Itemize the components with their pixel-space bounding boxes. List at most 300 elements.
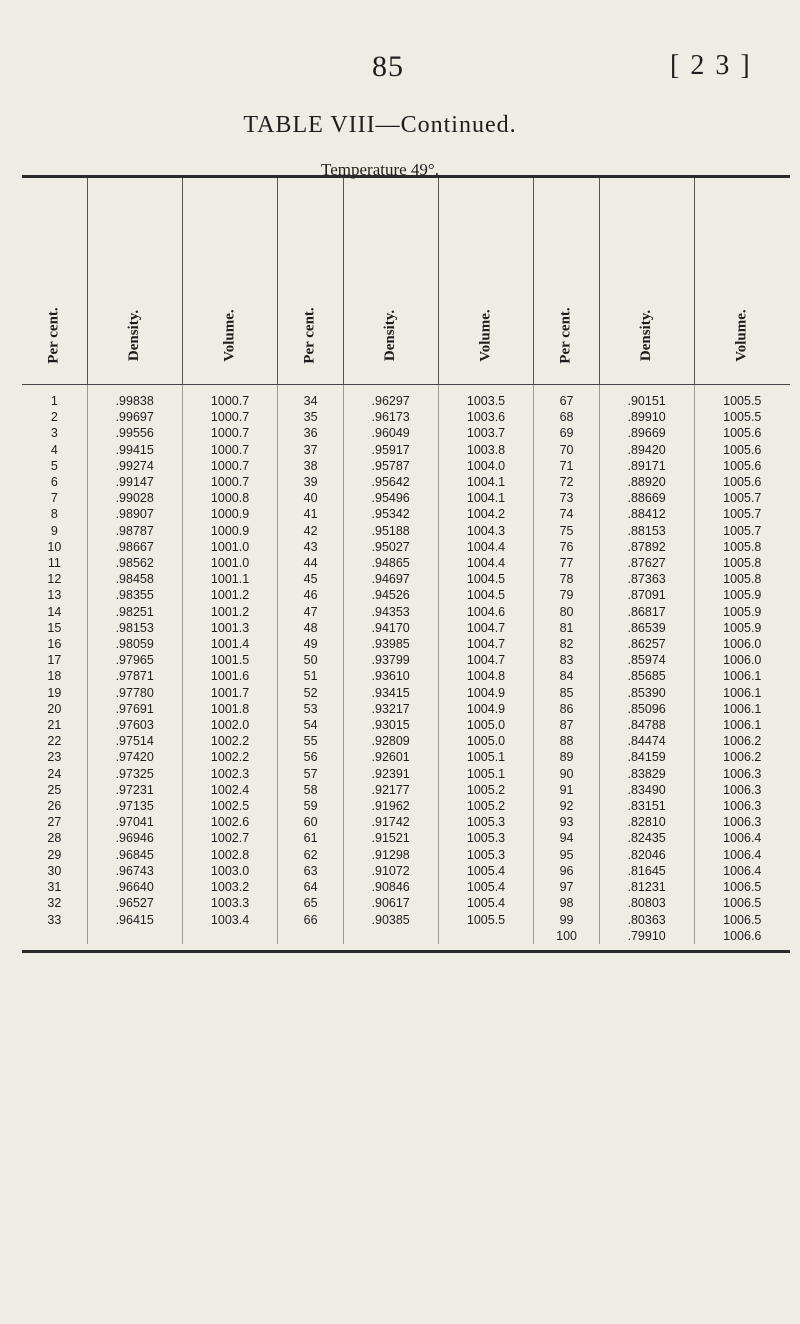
table-cell: 11 — [47, 556, 61, 571]
table-cell: 27 — [47, 815, 62, 830]
table-cell: 52 — [278, 685, 343, 701]
table-cell: .83151 — [599, 798, 694, 814]
table-row — [22, 766, 790, 782]
table-cell: .88153 — [599, 523, 694, 539]
table-cell: .94865 — [343, 555, 438, 571]
table-cell: 36 — [278, 425, 343, 441]
table-cell: .98251 — [87, 604, 182, 620]
table-body — [22, 385, 790, 944]
table-cell: .87627 — [599, 555, 694, 571]
table-cell: 99 — [534, 912, 599, 928]
table-cell: .99147 — [87, 474, 182, 490]
table-cell: .92391 — [343, 766, 438, 782]
table-cell: 30 — [47, 863, 62, 878]
table-cell: 1001.1 — [182, 571, 278, 587]
table-cell: .85974 — [599, 652, 694, 668]
table-cell: 1005.2 — [438, 798, 534, 814]
table-cell: .84788 — [599, 717, 694, 733]
table-cell: 57 — [278, 766, 343, 782]
table-cell: .94170 — [343, 620, 438, 636]
table-cell: .97231 — [87, 782, 182, 798]
table-cell: .82810 — [599, 814, 694, 830]
table-cell: 1003.2 — [182, 879, 278, 895]
table-cell: 1002.0 — [182, 717, 278, 733]
table-row — [22, 733, 790, 749]
table-cell: 31 — [47, 880, 62, 895]
table-cell: 61 — [278, 830, 343, 846]
table-cell: 1000.7 — [182, 442, 278, 458]
table-cell: .97041 — [87, 814, 182, 830]
table-cell: 1004.5 — [438, 587, 534, 603]
table-cell: 4 — [50, 442, 58, 457]
table-cell: 92 — [534, 798, 599, 814]
table-row — [22, 895, 790, 911]
table-cell: .91742 — [343, 814, 438, 830]
table-cell: 1005.4 — [438, 863, 534, 879]
table-cell: .80803 — [599, 895, 694, 911]
table-cell: .91962 — [343, 798, 438, 814]
table-cell: 1003.0 — [182, 863, 278, 879]
table-cell: .95917 — [343, 442, 438, 458]
table-cell: .95027 — [343, 539, 438, 555]
table-cell: .88669 — [599, 490, 694, 506]
table-cell: 39 — [278, 474, 343, 490]
table-cell: 1001.6 — [182, 668, 278, 684]
table-row — [22, 912, 790, 928]
column-header: Volume. — [182, 178, 278, 385]
table-cell: .98153 — [87, 620, 182, 636]
table-cell: 1004.7 — [438, 652, 534, 668]
table-row — [22, 571, 790, 587]
table-cell: 1004.9 — [438, 685, 534, 701]
table-cell: 46 — [278, 587, 343, 603]
table-cell: 1005.6 — [694, 474, 790, 490]
table-cell: 1006.3 — [694, 766, 790, 782]
table-cell: 64 — [278, 879, 343, 895]
table-cell: 87 — [534, 717, 599, 733]
table-cell: .89171 — [599, 458, 694, 474]
table-cell: .93015 — [343, 717, 438, 733]
table-cell: 60 — [278, 814, 343, 830]
table-cell: .91521 — [343, 830, 438, 846]
table-cell — [22, 928, 87, 944]
table-row — [22, 409, 790, 425]
table-cell: 1005.6 — [694, 425, 790, 441]
table-cell: 1005.3 — [438, 830, 534, 846]
table-row — [22, 717, 790, 733]
table-cell: 1004.1 — [438, 474, 534, 490]
table-cell: 1000.7 — [182, 458, 278, 474]
column-header: Per cent. — [278, 178, 343, 385]
table-cell: .99697 — [87, 409, 182, 425]
column-header: Volume. — [438, 178, 534, 385]
table-row — [22, 555, 790, 571]
table-cell: .98458 — [87, 571, 182, 587]
table-cell: 68 — [534, 409, 599, 425]
table-cell: 1006.4 — [694, 847, 790, 863]
table-cell: 43 — [278, 539, 343, 555]
table-row — [22, 863, 790, 879]
table-cell: 1005.7 — [694, 490, 790, 506]
table-cell: 1004.1 — [438, 490, 534, 506]
table-cell: .93985 — [343, 636, 438, 652]
table-cell: 73 — [534, 490, 599, 506]
table-cell: 1005.7 — [694, 506, 790, 522]
table-cell: 38 — [278, 458, 343, 474]
table-cell: 3 — [50, 426, 58, 441]
table-cell: 67 — [534, 385, 599, 410]
table-cell: 89 — [534, 749, 599, 765]
table-cell: .96845 — [87, 847, 182, 863]
table-cell: 1003.8 — [438, 442, 534, 458]
table-cell: 83 — [534, 652, 599, 668]
table-cell: 94 — [534, 830, 599, 846]
table-row — [22, 830, 790, 846]
table-cell: 1006.1 — [694, 685, 790, 701]
table-cell: .93217 — [343, 701, 438, 717]
table-cell: 1004.9 — [438, 701, 534, 717]
table-cell: .97514 — [87, 733, 182, 749]
table-cell: 1006.3 — [694, 814, 790, 830]
table-cell: 1002.5 — [182, 798, 278, 814]
table-cell: .88920 — [599, 474, 694, 490]
table-cell: 33 — [47, 912, 62, 927]
table-cell: 84 — [534, 668, 599, 684]
table-cell: 1003.4 — [182, 912, 278, 928]
table-cell: 1001.2 — [182, 604, 278, 620]
table-cell: .98562 — [87, 555, 182, 571]
table-cell: 98 — [534, 895, 599, 911]
table-bottom-rule — [22, 950, 790, 953]
table-cell: 1004.4 — [438, 555, 534, 571]
table-cell: 1006.2 — [694, 733, 790, 749]
table-cell: 35 — [278, 409, 343, 425]
table-cell: 1005.3 — [438, 814, 534, 830]
table-cell: 1001.7 — [182, 685, 278, 701]
table-cell: 20 — [47, 701, 62, 716]
table-cell: 100 — [534, 928, 599, 944]
table-cell: 1005.0 — [438, 733, 534, 749]
table-cell: 1000.9 — [182, 506, 278, 522]
table-cell: 1002.3 — [182, 766, 278, 782]
table-row — [22, 749, 790, 765]
table-cell: .96173 — [343, 409, 438, 425]
table-cell: .95642 — [343, 474, 438, 490]
table-cell: .94526 — [343, 587, 438, 603]
table-cell: 1001.2 — [182, 587, 278, 603]
table-cell: .97691 — [87, 701, 182, 717]
table-cell — [278, 928, 343, 944]
table-cell: .90151 — [599, 385, 694, 410]
table-cell: 2 — [50, 410, 58, 425]
table-cell: 95 — [534, 847, 599, 863]
table-cell: 1006.4 — [694, 863, 790, 879]
table-cell: 6 — [50, 475, 58, 490]
table-cell: .83490 — [599, 782, 694, 798]
column-header: Density. — [599, 178, 694, 385]
table-cell: 91 — [534, 782, 599, 798]
table-cell: 1004.7 — [438, 620, 534, 636]
table-row — [22, 523, 790, 539]
table-cell: 1005.0 — [438, 717, 534, 733]
table-cell: .94353 — [343, 604, 438, 620]
table-cell: .96415 — [87, 912, 182, 928]
table-cell: 93 — [534, 814, 599, 830]
table-cell: .92601 — [343, 749, 438, 765]
table-cell: .83829 — [599, 766, 694, 782]
table-cell: 85 — [534, 685, 599, 701]
table-row — [22, 490, 790, 506]
table-row — [22, 587, 790, 603]
table-cell: 75 — [534, 523, 599, 539]
table-cell: .93415 — [343, 685, 438, 701]
table-cell: 1005.6 — [694, 442, 790, 458]
table-cell: .98059 — [87, 636, 182, 652]
table-cell: .97420 — [87, 749, 182, 765]
table-cell: .85685 — [599, 668, 694, 684]
table-cell: .96743 — [87, 863, 182, 879]
table-cell: 90 — [534, 766, 599, 782]
table-cell: .98355 — [87, 587, 182, 603]
table-cell: .88412 — [599, 506, 694, 522]
table-cell: .97603 — [87, 717, 182, 733]
table-cell: 1002.2 — [182, 749, 278, 765]
table-cell: .92809 — [343, 733, 438, 749]
table-cell: 1006.3 — [694, 782, 790, 798]
table-row — [22, 539, 790, 555]
table-cell: .99415 — [87, 442, 182, 458]
table-cell: 1004.5 — [438, 571, 534, 587]
table-cell: 1000.7 — [182, 409, 278, 425]
table-cell: 65 — [278, 895, 343, 911]
table-title: TABLE VIII—Continued. — [243, 112, 517, 138]
table-cell: .97135 — [87, 798, 182, 814]
table-cell: 1000.7 — [182, 425, 278, 441]
table-cell: 19 — [47, 685, 62, 700]
page-number: 85 — [372, 50, 404, 83]
table-cell: .98667 — [87, 539, 182, 555]
table-cell: 96 — [534, 863, 599, 879]
table-cell: 13 — [47, 588, 62, 603]
table-cell: 1005.8 — [694, 555, 790, 571]
table-cell: 5 — [50, 458, 58, 473]
table-cell: .95188 — [343, 523, 438, 539]
table-row — [22, 685, 790, 701]
table-cell: 1005.5 — [694, 409, 790, 425]
table-cell: 7 — [50, 491, 58, 506]
column-header: Per cent. — [22, 178, 87, 385]
table-cell: .86539 — [599, 620, 694, 636]
column-header: Density. — [87, 178, 182, 385]
table-cell: 24 — [47, 766, 62, 781]
table-cell: 1001.0 — [182, 555, 278, 571]
table-row — [22, 652, 790, 668]
table-cell: 1005.4 — [438, 895, 534, 911]
table-cell — [343, 928, 438, 944]
table-cell: 1006.1 — [694, 717, 790, 733]
table-cell: 1006.1 — [694, 668, 790, 684]
table-cell: 1002.8 — [182, 847, 278, 863]
table-cell: 1006.4 — [694, 830, 790, 846]
table-cell: .86817 — [599, 604, 694, 620]
table-cell: 47 — [278, 604, 343, 620]
header-row — [22, 178, 790, 385]
table-cell: 42 — [278, 523, 343, 539]
table-cell: .90385 — [343, 912, 438, 928]
column-header: Volume. — [694, 178, 790, 385]
table-row — [22, 928, 790, 944]
table-cell: 78 — [534, 571, 599, 587]
table-row — [22, 879, 790, 895]
table-cell: 1005.8 — [694, 539, 790, 555]
table-cell: 70 — [534, 442, 599, 458]
table-cell: 56 — [278, 749, 343, 765]
table-row — [22, 442, 790, 458]
density-volume-table — [22, 175, 790, 953]
table-cell: .99028 — [87, 490, 182, 506]
table-cell: 22 — [47, 734, 62, 749]
table-cell: 71 — [534, 458, 599, 474]
table-cell: 76 — [534, 539, 599, 555]
temperature-subtitle: Temperature 49°. — [321, 160, 439, 179]
table-cell: 48 — [278, 620, 343, 636]
table-cell: 28 — [47, 831, 62, 846]
table-row — [22, 385, 790, 410]
table-cell: 26 — [47, 799, 62, 814]
table-cell: .99556 — [87, 425, 182, 441]
table-cell: 1002.7 — [182, 830, 278, 846]
table-cell: 1003.6 — [438, 409, 534, 425]
table-cell: .87091 — [599, 587, 694, 603]
table-cell: .96049 — [343, 425, 438, 441]
table-cell: .84474 — [599, 733, 694, 749]
table-row — [22, 506, 790, 522]
table-cell: .96527 — [87, 895, 182, 911]
table-cell: .89669 — [599, 425, 694, 441]
table-cell: .89910 — [599, 409, 694, 425]
table-cell: 1004.8 — [438, 668, 534, 684]
table-row — [22, 798, 790, 814]
bracket-page-number: [ 2 3 ] — [670, 50, 752, 81]
table-cell: 1002.4 — [182, 782, 278, 798]
table-cell: 1003.7 — [438, 425, 534, 441]
table-cell: 1003.3 — [182, 895, 278, 911]
table-cell: 10 — [47, 539, 62, 554]
table-cell: 15 — [47, 620, 62, 635]
table-cell: 1006.0 — [694, 652, 790, 668]
table-cell: .81645 — [599, 863, 694, 879]
table-cell: 1000.9 — [182, 523, 278, 539]
table-cell: 1001.3 — [182, 620, 278, 636]
table-cell: .98907 — [87, 506, 182, 522]
table-cell: .87892 — [599, 539, 694, 555]
table-cell: 44 — [278, 555, 343, 571]
table-cell: 32 — [47, 896, 62, 911]
table-cell: 1005.5 — [438, 912, 534, 928]
table-cell: .82046 — [599, 847, 694, 863]
table-cell: 53 — [278, 701, 343, 717]
table-cell: 69 — [534, 425, 599, 441]
table-cell: 14 — [47, 604, 62, 619]
table-cell: 25 — [47, 782, 62, 797]
table-cell: .95496 — [343, 490, 438, 506]
table-cell: .85390 — [599, 685, 694, 701]
table-cell: 1003.5 — [438, 385, 534, 410]
table-cell: 63 — [278, 863, 343, 879]
table-cell: 34 — [278, 385, 343, 410]
table-cell: .93610 — [343, 668, 438, 684]
table-cell: .99274 — [87, 458, 182, 474]
table-cell: 86 — [534, 701, 599, 717]
table-cell: .90617 — [343, 895, 438, 911]
table-cell: .96946 — [87, 830, 182, 846]
table-cell: 50 — [278, 652, 343, 668]
table-cell: .84159 — [599, 749, 694, 765]
table-row — [22, 814, 790, 830]
table-cell: .86257 — [599, 636, 694, 652]
table-row — [22, 668, 790, 684]
table-cell: 1006.6 — [694, 928, 790, 944]
table-row — [22, 782, 790, 798]
table-cell: 1001.8 — [182, 701, 278, 717]
table-cell: 1005.9 — [694, 604, 790, 620]
table-cell: 80 — [534, 604, 599, 620]
table-cell: 77 — [534, 555, 599, 571]
table-cell: 9 — [50, 523, 58, 538]
table-cell: 37 — [278, 442, 343, 458]
table-cell: .91298 — [343, 847, 438, 863]
table-cell: 66 — [278, 912, 343, 928]
table-cell: 58 — [278, 782, 343, 798]
table-cell: 1001.5 — [182, 652, 278, 668]
table-cell: 1006.2 — [694, 749, 790, 765]
table-cell: .93799 — [343, 652, 438, 668]
table-cell: 81 — [534, 620, 599, 636]
table-cell: 12 — [47, 572, 62, 587]
table-cell: 1004.6 — [438, 604, 534, 620]
table-cell: .91072 — [343, 863, 438, 879]
table-cell: 17 — [47, 653, 62, 668]
table-cell: 1006.5 — [694, 895, 790, 911]
table-cell: .85096 — [599, 701, 694, 717]
table-cell: .95342 — [343, 506, 438, 522]
table-cell: 1006.1 — [694, 701, 790, 717]
table-cell: 1004.2 — [438, 506, 534, 522]
table-cell: 62 — [278, 847, 343, 863]
table-cell: 72 — [534, 474, 599, 490]
table-row — [22, 620, 790, 636]
table-cell: 49 — [278, 636, 343, 652]
table-row — [22, 701, 790, 717]
table-cell: 23 — [47, 750, 62, 765]
table-cell: .90846 — [343, 879, 438, 895]
table-cell: 54 — [278, 717, 343, 733]
table-cell: 82 — [534, 636, 599, 652]
table-cell: 1005.8 — [694, 571, 790, 587]
table-cell: .94697 — [343, 571, 438, 587]
table-cell: 1000.7 — [182, 474, 278, 490]
table-cell: .97871 — [87, 668, 182, 684]
table-cell: .81231 — [599, 879, 694, 895]
table-row — [22, 425, 790, 441]
table-row — [22, 636, 790, 652]
table-cell: 1005.4 — [438, 879, 534, 895]
table-cell: .98787 — [87, 523, 182, 539]
table-row — [22, 604, 790, 620]
table-cell: .92177 — [343, 782, 438, 798]
table-cell: 74 — [534, 506, 599, 522]
table-cell: 1000.8 — [182, 490, 278, 506]
